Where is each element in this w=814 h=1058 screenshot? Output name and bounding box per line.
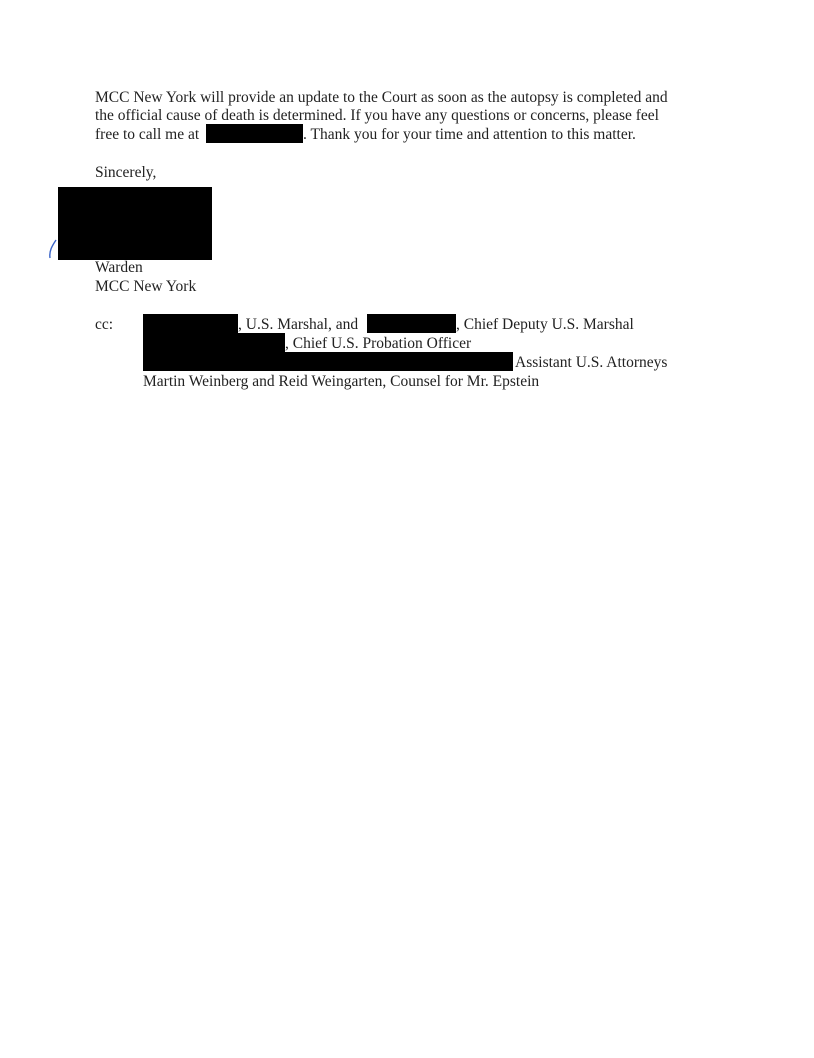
redaction-deputy-marshal [367,314,456,333]
cc-line-1-part-2: , Chief Deputy U.S. Marshal [456,316,634,333]
redaction-phone [206,124,303,143]
cc-line-1-part-1: , U.S. Marshal, and [238,316,359,333]
signature-title: Warden [95,259,143,276]
cc-label: cc: [95,316,114,333]
closing: Sincerely, [95,164,157,181]
paragraph-line-3-start: free to call me at [95,126,200,143]
cc-line-3: Assistant U.S. Attorneys [515,354,668,371]
pen-stroke-icon [46,238,60,260]
redaction-assistant-attorneys [143,352,513,371]
redaction-probation-officer [143,333,285,352]
redaction-signature [58,187,212,260]
paragraph-line-2: the official cause of death is determined. If you have any questions or concerns, please feel [95,107,659,124]
cc-line-4: Martin Weinberg and Reid Weingarten, Counsel for Mr. Epstein [143,373,540,390]
paragraph-line-1: MCC New York will provide an update to the Court as soon as the autopsy is completed and [95,89,668,106]
signature-org: MCC New York [95,278,197,295]
cc-line-2: , Chief U.S. Probation Officer [285,335,472,352]
paragraph-line-3-end: . Thank you for your time and attention to this matter. [303,126,636,143]
redaction-marshal [143,314,238,333]
